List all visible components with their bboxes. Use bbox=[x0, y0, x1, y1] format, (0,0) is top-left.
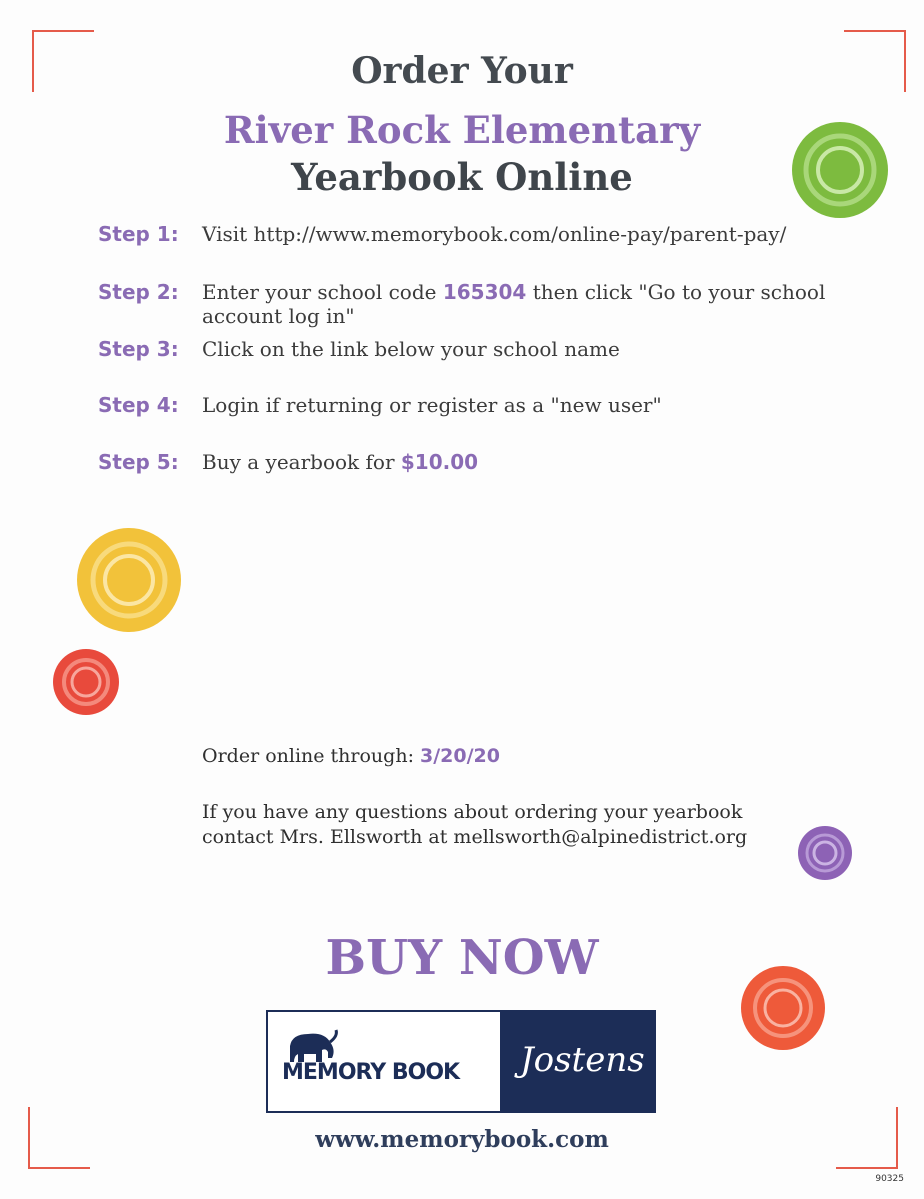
order-deadline: Order online through: 3/20/20 bbox=[202, 745, 500, 767]
price: $10.00 bbox=[400, 450, 479, 474]
partner-logos[interactable] bbox=[266, 1010, 656, 1113]
step-label: Step 5: bbox=[98, 450, 179, 474]
buy-now-heading[interactable]: BUY NOW bbox=[325, 930, 599, 986]
form-code: 90325 bbox=[875, 1174, 904, 1184]
school-name: River Rock Elementary bbox=[223, 108, 701, 152]
purple-circle-decoration bbox=[797, 825, 853, 881]
contact-info: If you have any questions about ordering your yearbook contact Mrs. Ellsworth at mellsworth@alpinedistrict.org bbox=[202, 801, 748, 848]
website-link[interactable]: www.memorybook.com bbox=[315, 1126, 609, 1153]
yellow-circle-decoration bbox=[76, 527, 182, 633]
heading-line-1: Order Your bbox=[351, 50, 573, 92]
step-text: Click on the link below your school name bbox=[202, 337, 620, 361]
red-circle-decoration bbox=[52, 648, 120, 716]
step-text: Buy a yearbook for $10.00 bbox=[202, 450, 479, 474]
heading-line-3: Yearbook Online bbox=[291, 155, 633, 199]
step-label: Step 1: bbox=[98, 222, 179, 246]
step-text: Enter your school code 165304 then click "Go to your school account log in" bbox=[202, 280, 826, 328]
step-label: Step 3: bbox=[98, 337, 179, 361]
jostens-wordmark: Jostens bbox=[520, 1040, 645, 1080]
step-text: Visit http://www.memorybook.com/online-pay/parent-pay/ bbox=[202, 222, 787, 246]
memory-book-wordmark: MEMORY BOOK bbox=[282, 1060, 460, 1085]
jostens-logo bbox=[500, 1012, 654, 1111]
step-label: Step 4: bbox=[98, 393, 179, 417]
step-label: Step 2: bbox=[98, 280, 179, 304]
school-code: 165304 bbox=[442, 280, 527, 304]
step-text: Login if returning or register as a "new user" bbox=[202, 393, 662, 417]
deadline-date: 3/20/20 bbox=[420, 745, 500, 767]
memory-book-logo bbox=[268, 1012, 500, 1111]
